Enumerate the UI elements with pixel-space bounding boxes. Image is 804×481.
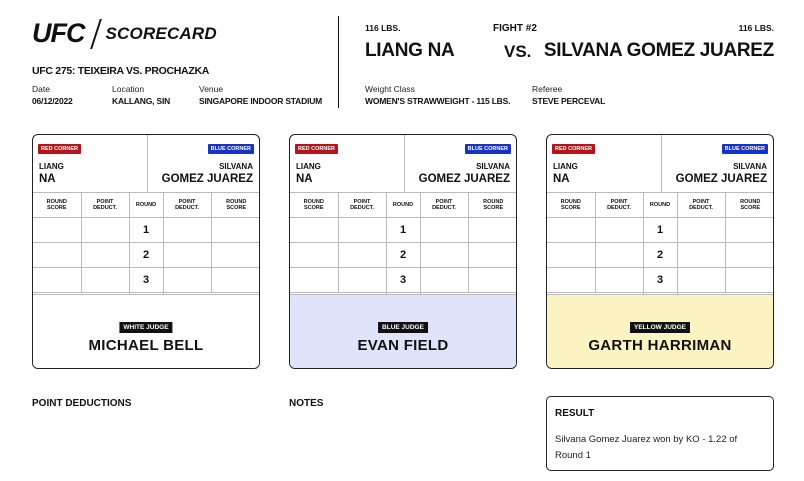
corner-divider xyxy=(661,135,662,192)
ufc-logo-text: UFC xyxy=(32,18,85,48)
blue-deduct-cell xyxy=(163,218,211,243)
red-deduct-cell xyxy=(81,218,129,243)
red-deduct-cell xyxy=(595,268,643,293)
judge-name: MICHAEL BELL xyxy=(88,337,204,354)
corner-header xyxy=(290,135,516,192)
red-corner-badge: RED CORNER xyxy=(552,144,595,154)
red-deduct-cell xyxy=(338,268,386,293)
blue-score-cell xyxy=(468,268,517,293)
round-row xyxy=(547,243,774,268)
referee-label: Referee xyxy=(532,84,563,94)
blue-fighter-first-name: SILVANA xyxy=(476,162,510,171)
corner-header xyxy=(547,135,773,192)
round-number: 2 xyxy=(386,243,420,268)
corner-divider xyxy=(404,135,405,192)
date-label: Date xyxy=(32,84,50,94)
blue-deduct-cell xyxy=(677,218,725,243)
venue-value: SINGAPORE INDOOR STADIUM xyxy=(199,96,323,106)
red-fighter-first-name: LIANG xyxy=(553,162,578,171)
blue-deduct-cell xyxy=(420,243,468,268)
scorecard-title: SCORECARD xyxy=(105,23,217,43)
date-value: 06/12/2022 xyxy=(32,96,73,106)
ufc-scorecard-logo xyxy=(32,18,217,49)
red-score-cell xyxy=(290,218,338,243)
blue-deduct-cell xyxy=(420,268,468,293)
red-score-cell xyxy=(33,268,81,293)
blue-score-cell xyxy=(468,243,517,268)
round-number: 3 xyxy=(129,268,163,293)
result-box xyxy=(546,396,774,471)
fight-number: FIGHT #2 xyxy=(493,23,537,34)
red-fighter-last-name: NA xyxy=(553,173,570,185)
red-deduct-cell xyxy=(81,243,129,268)
blue-deduct-cell xyxy=(677,243,725,268)
blue-fighter-last-name: GOMEZ JUAREZ xyxy=(675,173,767,185)
round-row xyxy=(33,268,260,293)
score-table-header xyxy=(547,193,774,218)
blue-point-deduct-header: POINT DEDUCT. xyxy=(677,193,725,218)
judge-scorecard-1 xyxy=(32,134,260,369)
blue-round-score-header: ROUND SCORE xyxy=(468,193,517,218)
blue-round-score-header: ROUND SCORE xyxy=(211,193,260,218)
red-deduct-cell xyxy=(595,218,643,243)
referee-value: STEVE PERCEVAL xyxy=(532,96,606,106)
red-deduct-cell xyxy=(338,243,386,268)
round-row xyxy=(33,218,260,243)
blue-deduct-cell xyxy=(163,243,211,268)
red-score-cell xyxy=(547,218,595,243)
red-corner-badge: RED CORNER xyxy=(295,144,338,154)
round-number: 2 xyxy=(129,243,163,268)
red-score-cell xyxy=(547,268,595,293)
point-deductions-title: POINT DEDUCTIONS xyxy=(32,398,132,409)
judge-area xyxy=(547,294,773,369)
result-title: RESULT xyxy=(555,408,595,419)
round-row xyxy=(290,243,517,268)
blue-deduct-cell xyxy=(163,268,211,293)
judge-badge: YELLOW JUDGE xyxy=(630,322,690,333)
blue-fighter-name: SILVANA GOMEZ JUAREZ xyxy=(543,40,774,61)
red-point-deduct-header: POINT DEDUCT. xyxy=(595,193,643,218)
red-fighter-first-name: LIANG xyxy=(39,162,64,171)
round-number: 3 xyxy=(386,268,420,293)
weight-class-value: WOMEN'S STRAWWEIGHT - 115 LBS. xyxy=(365,96,511,106)
red-fighter-last-name: NA xyxy=(39,173,56,185)
blue-score-cell xyxy=(211,218,260,243)
weight-class-label: Weight Class xyxy=(365,84,415,94)
round-number: 2 xyxy=(643,243,677,268)
red-point-deduct-header: POINT DEDUCT. xyxy=(81,193,129,218)
round-row xyxy=(290,268,517,293)
red-deduct-cell xyxy=(595,243,643,268)
blue-deduct-cell xyxy=(420,218,468,243)
red-score-cell xyxy=(547,243,595,268)
judge-badge: BLUE JUDGE xyxy=(378,322,428,333)
red-fighter-name: LIANG NA xyxy=(365,40,455,61)
red-score-cell xyxy=(33,243,81,268)
red-deduct-cell xyxy=(338,218,386,243)
round-number: 3 xyxy=(643,268,677,293)
red-deduct-cell xyxy=(81,268,129,293)
round-row xyxy=(547,218,774,243)
versus-label: VS. xyxy=(504,42,532,61)
corner-header xyxy=(33,135,259,192)
judge-badge: WHITE JUDGE xyxy=(119,322,172,333)
blue-corner-badge: BLUE CORNER xyxy=(722,144,768,154)
logo-divider xyxy=(90,19,102,49)
blue-score-cell xyxy=(725,218,774,243)
red-score-cell xyxy=(33,218,81,243)
red-score-cell xyxy=(290,243,338,268)
blue-deduct-cell xyxy=(677,268,725,293)
blue-point-deduct-header: POINT DEDUCT. xyxy=(163,193,211,218)
blue-fighter-last-name: GOMEZ JUAREZ xyxy=(161,173,253,185)
judge-scorecard-2 xyxy=(289,134,517,369)
blue-fighter-weight: 116 LBS. xyxy=(738,23,774,33)
round-number: 1 xyxy=(386,218,420,243)
round-header: ROUND xyxy=(129,193,163,218)
notes-title: NOTES xyxy=(289,398,324,409)
round-row xyxy=(33,243,260,268)
blue-fighter-first-name: SILVANA xyxy=(733,162,767,171)
blue-corner-badge: BLUE CORNER xyxy=(465,144,511,154)
location-label: Location xyxy=(112,84,145,94)
red-corner-badge: RED CORNER xyxy=(38,144,81,154)
red-round-score-header: ROUND SCORE xyxy=(290,193,338,218)
blue-point-deduct-header: POINT DEDUCT. xyxy=(420,193,468,218)
blue-corner-badge: BLUE CORNER xyxy=(208,144,254,154)
corner-divider xyxy=(147,135,148,192)
event-name: UFC 275: TEIXEIRA VS. PROCHAZKA xyxy=(32,65,210,77)
judge-name: EVAN FIELD xyxy=(357,337,449,354)
blue-score-cell xyxy=(725,268,774,293)
red-point-deduct-header: POINT DEDUCT. xyxy=(338,193,386,218)
round-number: 1 xyxy=(129,218,163,243)
blue-score-cell xyxy=(468,218,517,243)
red-fighter-first-name: LIANG xyxy=(296,162,321,171)
header-divider xyxy=(338,16,339,108)
red-round-score-header: ROUND SCORE xyxy=(33,193,81,218)
round-header: ROUND xyxy=(643,193,677,218)
blue-fighter-last-name: GOMEZ JUAREZ xyxy=(418,173,510,185)
result-text: Silvana Gomez Juarez won by KO - 1.22 of Round 1 xyxy=(555,434,738,461)
round-row xyxy=(290,218,517,243)
blue-fighter-first-name: SILVANA xyxy=(219,162,253,171)
round-header: ROUND xyxy=(386,193,420,218)
round-row xyxy=(547,268,774,293)
score-table-header xyxy=(33,193,260,218)
red-fighter-weight: 116 LBS. xyxy=(365,23,401,33)
round-number: 1 xyxy=(643,218,677,243)
judge-area xyxy=(33,294,259,369)
location-value: KALLANG, SIN xyxy=(112,96,171,106)
red-score-cell xyxy=(290,268,338,293)
red-round-score-header: ROUND SCORE xyxy=(547,193,595,218)
blue-score-cell xyxy=(211,243,260,268)
blue-score-cell xyxy=(211,268,260,293)
blue-score-cell xyxy=(725,243,774,268)
blue-round-score-header: ROUND SCORE xyxy=(725,193,774,218)
judge-area xyxy=(290,294,516,369)
venue-label: Venue xyxy=(199,84,224,94)
judge-name: GARTH HARRIMAN xyxy=(588,337,732,354)
judge-scorecard-3 xyxy=(546,134,774,369)
score-table-header xyxy=(290,193,517,218)
red-fighter-last-name: NA xyxy=(296,173,313,185)
